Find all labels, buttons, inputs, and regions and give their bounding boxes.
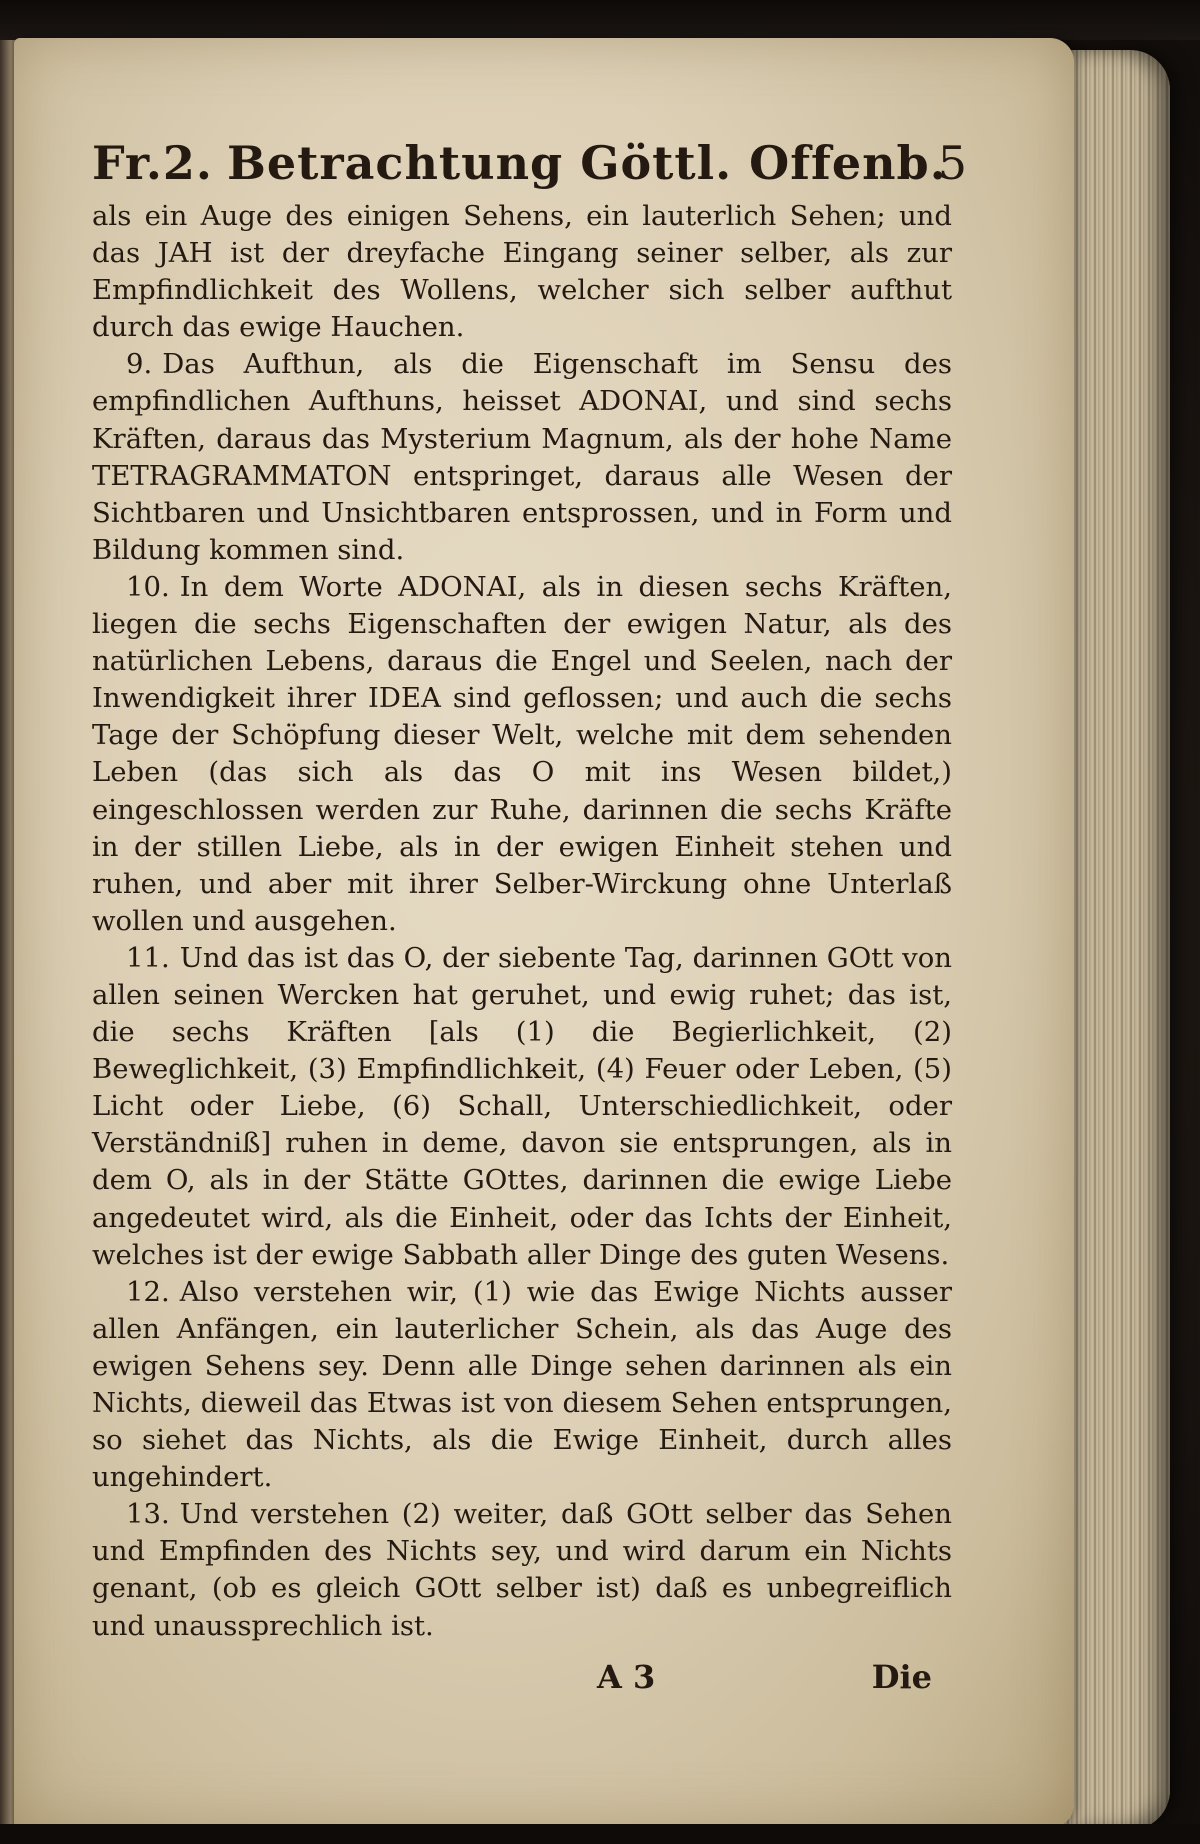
paragraph-text: als ein Auge des einigen Sehens, ein lauterlich Sehen; und das JAH ist der dreyfache Eingang seiner selber, als zur Empfindlichkeit des Wollens, welcher sich selber aufthut durch das ewige Hauchen. (92, 200, 952, 344)
paragraph-number: 12. (126, 1275, 170, 1308)
paragraph (92, 1496, 952, 1644)
running-head-title: Betrachtung Göttl. Offenb. (227, 136, 947, 190)
book-page (14, 38, 1074, 1828)
page-content (92, 128, 968, 1645)
paragraph-number: 13. (126, 1498, 170, 1531)
paragraph-text: Also verstehen wir, (1) wie das Ewige Nichts ausser allen Anfängen, ein lauterlicher Schein, als das Auge des ewigen Sehens sey. Denn alle Dinge sehen darinnen als ein Nichts, dieweil das Etwas ist von diesem Sehen entsprungen, so siehet das Nichts, als die Ewige Einheit, durch alles ungehindert. (92, 1275, 952, 1494)
paragraph-text: In dem Worte ADONAI, als in diesen sechs Kräften, liegen die sechs Eigenschaften der ewigen Natur, als des natürlichen Lebens, daraus die Engel und Seelen, nach der Inwendigkeit ihrer IDEA sind geflossen; und auch die sechs Tage der Schöpfung dieser Welt, welche mit dem sehenden Leben (das sich als das O mit ins Wesen bildet,) eingeschlossen werden zur Ruhe, darinnen die sechs Kräfte in der stillen Liebe, als in der ewigen Einheit stehen und ruhen, und aber mit ihrer Selber-Wirckung ohne Unterlaß wollen und ausgehen. (92, 570, 952, 937)
paragraph-number: 9. (126, 348, 153, 381)
paragraph-text: Und verstehen (2) weiter, daß GOtt selber das Sehen und Empfinden des Nichts sey, und wird darum ein Nichts genant, (ob es gleich GOtt selber ist) daß es unbegreiflich und unaussprechlich ist. (92, 1498, 952, 1642)
catchword: Die (871, 1658, 932, 1696)
paragraph-number: 11. (126, 941, 170, 974)
paragraph (92, 940, 952, 1274)
running-head-left: Fr.2. (92, 136, 213, 190)
paragraph (92, 1274, 952, 1497)
running-head (92, 128, 968, 198)
background-top (0, 0, 1200, 40)
signature-mark: A 3 (597, 1658, 656, 1696)
paragraph-number: 10. (126, 570, 170, 603)
body-text (92, 198, 952, 1645)
paragraph-text: Und das ist das O, der siebente Tag, darinnen GOtt von allen seinen Wercken hat geruhet, und ewig ruhet; das ist, die sechs Kräften [als (1) die Begierlichkeit, (2) Beweglichkeit, (3) Empfindlichkeit, (4) Feuer oder Leben, (5) Licht oder Liebe, (6) Schall, Unterschiedlichkeit, oder Verständniß] ruhen in deme, davon sie entsprungen, als in dem O, als in der Stätte GOttes, darinnen die ewige Liebe angedeutet wird, als die Einheit, oder das Ichts der Einheit, welches ist der ewige Sabbath aller Dinge des guten Wesens. (92, 941, 952, 1271)
background-bottom (0, 1824, 1200, 1844)
paragraph (92, 569, 952, 940)
page-footer (92, 1658, 932, 1708)
paragraph (92, 346, 952, 569)
paragraph-text: Das Aufthun, als die Eigenschaft im Sensu des empfindlichen Aufthuns, heisset ADONAI, und sind sechs Kräften, daraus das Mysterium Magnum, als der hohe Name TETRAGRAMMATON entspringet, daraus alle Wesen der Sichtbaren und Unsichtbaren entsprossen, und in Form und Bildung kommen sind. (92, 348, 952, 566)
page-number: 5 (937, 136, 968, 190)
paragraph (92, 198, 952, 346)
